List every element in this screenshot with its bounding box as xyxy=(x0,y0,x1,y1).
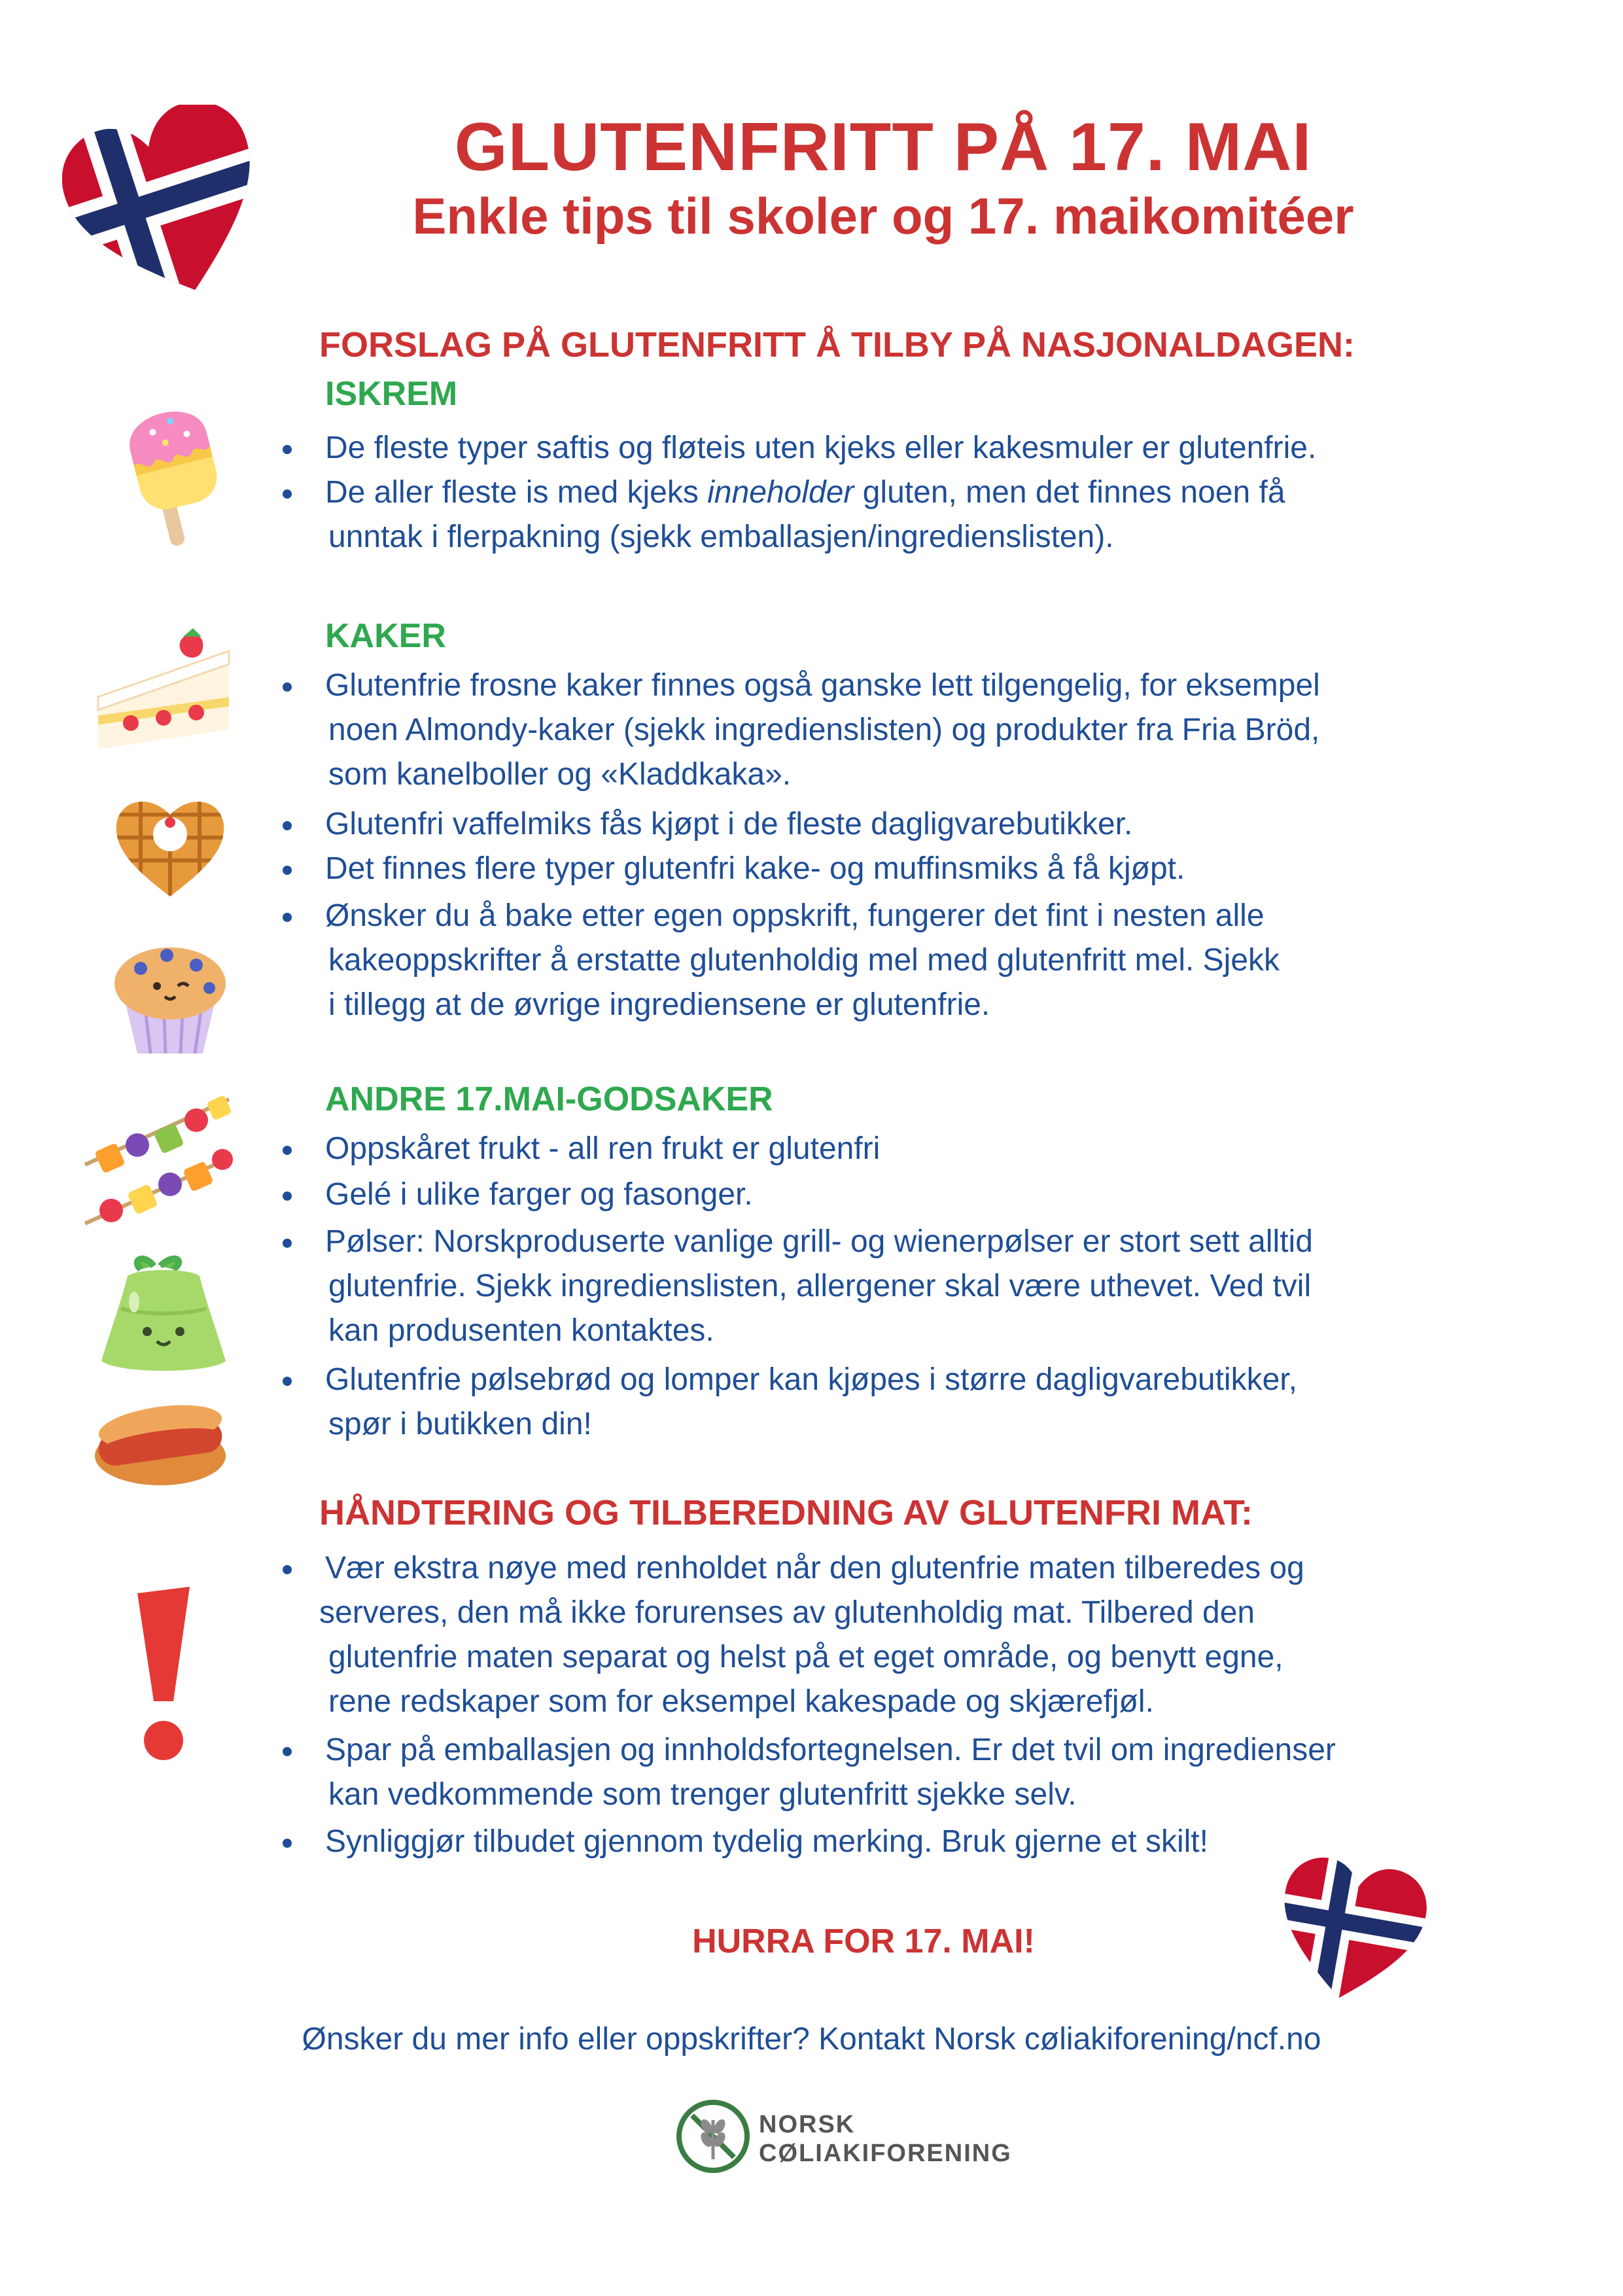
iskrem-line-1: De fleste typer saftis og fløteis uten kjeks eller kakesmuler er glutenfrie. xyxy=(325,431,1317,465)
handling-line-2: serveres, den må ikke forurenses av glutenholdig mat. Tilbered den xyxy=(319,1595,1255,1630)
bullet xyxy=(283,1747,292,1756)
fruit-skewer-icon xyxy=(72,1086,242,1237)
subheading-kaker: KAKER xyxy=(325,617,446,655)
logo-line-2: CØLIAKIFORENING xyxy=(759,2140,1012,2167)
kaker-line-1: Glutenfrie frosne kaker finnes også ganske lett tilgengelig, for eksempel xyxy=(325,668,1320,703)
cake-slice-icon xyxy=(92,625,236,756)
kaker-line-5: Det finnes flere typer glutenfri kake- og muffinsmiks å få kjøpt. xyxy=(325,851,1185,886)
handling-line-1: Vær ekstra nøye med renholdet når den glutenfrie maten tilberedes og xyxy=(325,1551,1304,1585)
footer-contact: Ønsker du mer info eller oppskrifter? Kontakt Norsk cøliakiforening/ncf.no xyxy=(302,2022,1321,2057)
bullet xyxy=(283,1565,292,1574)
iskrem-line-2-emphasis: inneholder xyxy=(707,475,854,510)
waffle-heart-icon xyxy=(111,788,229,900)
bullet xyxy=(283,1377,292,1386)
muffin-icon xyxy=(105,932,236,1057)
kaker-line-3: som kanelboller og «Kladdkaka». xyxy=(328,757,792,792)
section-heading-handling: HÅNDTERING OG TILBEREDNING AV GLUTENFRI MAT: xyxy=(319,1493,1253,1532)
andre-line-4: glutenfrie. Sjekk ingredienslisten, allergener skal være uthevet. Ved tvil xyxy=(328,1269,1312,1303)
closing-cheer: HURRA FOR 17. MAI! xyxy=(692,1922,1035,1960)
page-subtitle: Enkle tips til skoler og 17. maikomitéer xyxy=(412,187,1354,245)
flag-heart-icon xyxy=(62,105,271,301)
kaker-line-2: noen Almondy-kaker (sjekk ingredienslisten) og produkter fra Fria Bröd, xyxy=(328,713,1320,747)
andre-line-1: Oppskåret frukt - all ren frukt er glutenfri xyxy=(325,1131,881,1166)
kaker-line-8: i tillegg at de øvrige ingrediensene er glutenfrie. xyxy=(328,987,990,1022)
kaker-line-4: Glutenfri vaffelmiks fås kjøpt i de fleste dagligvarebutikker. xyxy=(325,807,1133,841)
iskrem-line-2-start: De aller fleste is med kjeks xyxy=(325,475,708,510)
celiac-logo-icon xyxy=(674,2097,752,2176)
andre-line-7: spør i butikken din! xyxy=(328,1407,592,1441)
handling-line-3: glutenfrie maten separat og helst på et eget område, og benytt egne, xyxy=(328,1640,1283,1674)
bullet xyxy=(283,866,292,875)
exclamation-icon xyxy=(128,1583,200,1767)
bullet xyxy=(283,821,292,830)
logo-name xyxy=(759,2110,1012,2168)
andre-line-5: kan produsenten kontaktes. xyxy=(328,1313,714,1348)
andre-line-2: Gelé i ulike farger og fasonger. xyxy=(325,1177,753,1212)
bullet xyxy=(283,1192,292,1201)
handling-line-5: Spar på emballasjen og innholdsfortegnelsen. Er det tvil om ingredienser xyxy=(325,1733,1336,1767)
handling-line-6: kan vedkommende som trenger glutenfritt sjekke selv. xyxy=(328,1777,1077,1812)
bullet xyxy=(283,682,292,692)
popsicle-icon xyxy=(105,376,236,553)
section-heading-offer: FORSLAG PÅ GLUTENFRITT Å TILBY PÅ NASJONALDAGEN: xyxy=(319,325,1355,364)
bullet xyxy=(283,1239,292,1248)
handling-line-7: Synliggjør tilbudet gjennom tydelig merking. Bruk gjerne et skilt! xyxy=(325,1824,1208,1859)
bullet xyxy=(283,1146,292,1155)
logo-line-1: NORSK xyxy=(759,2111,856,2138)
iskrem-line-2-end: gluten, men det finnes noen få xyxy=(854,475,1285,510)
flag-heart-icon xyxy=(1272,1855,1429,2005)
kaker-line-7: kakeoppskrifter å erstatte glutenholdig mel med glutenfritt mel. Sjekk xyxy=(328,943,1280,978)
page-title: GLUTENFRITT PÅ 17. MAI xyxy=(454,109,1312,185)
jelly-icon xyxy=(92,1250,236,1381)
hotdog-icon xyxy=(88,1387,232,1492)
iskrem-line-3: unntak i flerpakning (sjekk emballasjen/ingredienslisten). xyxy=(328,520,1114,554)
andre-line-3: Pølser: Norskproduserte vanlige grill- og wienerpølser er stort sett alltid xyxy=(325,1224,1313,1259)
bullet xyxy=(283,489,292,499)
andre-line-6: Glutenfrie pølsebrød og lomper kan kjøpes i større dagligvarebutikker, xyxy=(325,1362,1297,1397)
subheading-andre: ANDRE 17.MAI-GODSAKER xyxy=(325,1080,773,1118)
iskrem-line-2 xyxy=(325,470,1285,516)
subheading-iskrem: ISKREM xyxy=(325,375,458,413)
handling-line-4: rene redskaper som for eksempel kakespade og skjærefjøl. xyxy=(328,1684,1154,1719)
bullet xyxy=(283,913,292,922)
bullet xyxy=(283,445,292,454)
kaker-line-6: Ønsker du å bake etter egen oppskrift, fungerer det fint i nesten alle xyxy=(325,898,1265,933)
bullet xyxy=(283,1839,292,1848)
